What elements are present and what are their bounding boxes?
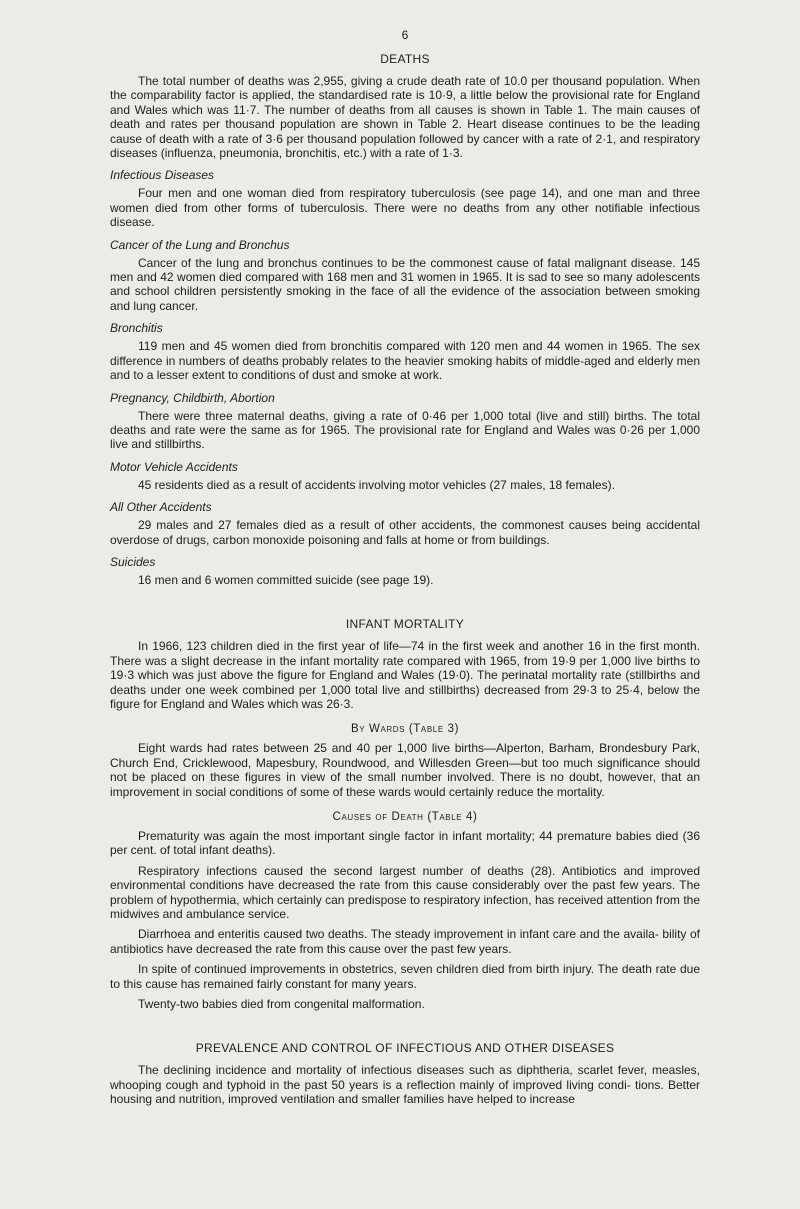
bronchitis-title: Bronchitis [110, 321, 163, 336]
infant-mortality-heading: INFANT MORTALITY [345, 617, 465, 632]
motor-accidents-title: Motor Vehicle Accidents [110, 459, 238, 474]
lung-cancer-title: Cancer of the Lung and Bronchus [110, 237, 290, 252]
deaths-section [110, 52, 700, 587]
other-accidents-title: All Other Accidents [110, 500, 212, 515]
causes-of-death-title: Causes of Death (Table 4) [332, 811, 478, 823]
by-wards-text: Eight wards had rates between 25 and 40 per 1,000 live births—Alperton, Barham, Brondesbury Park, Church End, Cricklewood, Mapesbury, Roundwood, and Willesden Green—but too much significance should not be placed on these figures in view of the small number involved. There is no doubt, however, that an improvement in social conditions of some of these wards would certainly reduce the mortality. [110, 741, 700, 799]
bronchitis-text: 119 men and 45 women died from bronchitis compared with 120 men and 44 women in 1965. The sex difference in numbers of deaths probably relates to the heavier smoking habits of middle-aged and elderly men and to a lesser extent to conditions of dust and smoke at work. [110, 339, 700, 383]
causes-prematurity: Prematurity was again the most important single factor in infant mortality; 44 premature babies died (36 per cent. of total infant deaths). [110, 829, 700, 858]
motor-accidents-text: 45 residents died as a result of accidents involving motor vehicles (27 males, 18 females). [138, 477, 615, 492]
by-wards-title: By Wards (Table 3) [350, 723, 459, 736]
infant-mortality-section [110, 617, 700, 1011]
causes-diarrhoea: Diarrhoea and enteritis caused two deaths. The steady improvement in infant care and the availa- bility of antibiotics have decreased the rate from this cause over the past few years. [110, 927, 700, 956]
causes-respiratory: Respiratory infections caused the second largest number of deaths (28). Antibiotics and improved environmental conditions have decreased the rate from this cause considerably over the past few years. The problem of hypothermia, which certainly can predispose to respiratory infection, has received attention from the midwives and ambulance service. [110, 863, 700, 922]
pregnancy-text: There were three maternal deaths, giving a rate of 0·46 per 1,000 total (live and still) births. The total deaths and rate were the same as for 1965. The provisional rate for England and Wales was 0·26 per 1,000 live and stillbirths. [110, 408, 700, 452]
causes-birth-injury: In spite of continued improvements in obstetrics, seven children died from birth injury. The death rate due to this cause has remained fairly constant for many years. [110, 962, 700, 991]
section-spacer [110, 1017, 700, 1031]
infectious-diseases-text: Four men and one woman died from respiratory tuberculosis (see page 14), and one man and three women died from other forms of tuberculosis. There were no deaths from any other notifiable infectious disease. [110, 186, 700, 230]
prevalence-section [110, 1041, 700, 1106]
other-accidents-text: 29 males and 27 females died as a result of other accidents, the commonest causes being accidental overdose of drugs, carbon monoxide poisoning and falls at home or from buildings. [110, 518, 700, 547]
infant-mortality-intro: In 1966, 123 children died in the first year of life—74 in the first week and another 16 in the first month. There was a slight decrease in the infant mortality rate compared with 1965, from 19·9 per 1,000 live births to 19·3 which was just above the figure for England and Wales (19·0). The perinatal mortality rate (stillbirths and deaths under one week combined per 1,000 total live and stillbirths) decreased from 29·3 to 25·4, below the figure for England and Wales which was 26·3. [110, 639, 700, 711]
causes-malformation: Twenty-two babies died from congenital malformation. [138, 997, 425, 1012]
prevalence-text: The declining incidence and mortality of infectious diseases such as diphtheria, scarlet fever, measles, whooping cough and typhoid in the past 50 years is a reflection mainly of improved living condi- tions. Better housing and nutrition, improved ventilation and smaller families have helped to increase [110, 1063, 700, 1107]
lung-cancer-text: Cancer of the lung and bronchus continues to be the commonest cause of fatal malignant disease. 145 men and 42 women died compared with 168 men and 31 women in 1965. It is sad to see so many adolescents and school children persistently smoking in the face of all the evidence of the association between smoking and lung cancer. [110, 255, 700, 313]
deaths-heading: DEATHS [380, 52, 430, 66]
pregnancy-title: Pregnancy, Childbirth, Abortion [110, 390, 275, 405]
page-number: 6 [401, 28, 409, 42]
suicides-title: Suicides [110, 554, 156, 569]
deaths-intro: The total number of deaths was 2,955, giving a crude death rate of 10.0 per thousand population. When the comparability factor is applied, the standardised rate is 10·9, a little below the provisional rate for England and Wales which was 11·7. The number of deaths from all causes is shown in Table 1. The main causes of death and rates per thousand population are shown in Table 2. Heart disease continues to be the leading cause of death with a rate of 3·6 per thousand population followed by cancer with a rate of 2·1, and respiratory diseases (influenza, pneumonia, bronchitis, etc.) with a rate of 1·3. [110, 74, 700, 161]
document-page [110, 28, 700, 1113]
prevalence-heading: PREVALENCE AND CONTROL OF INFECTIOUS AND OTHER DISEASES [195, 1041, 615, 1056]
suicides-text: 16 men and 6 women committed suicide (see page 19). [138, 572, 434, 587]
infectious-diseases-title: Infectious Diseases [110, 168, 215, 183]
section-spacer [110, 593, 700, 607]
